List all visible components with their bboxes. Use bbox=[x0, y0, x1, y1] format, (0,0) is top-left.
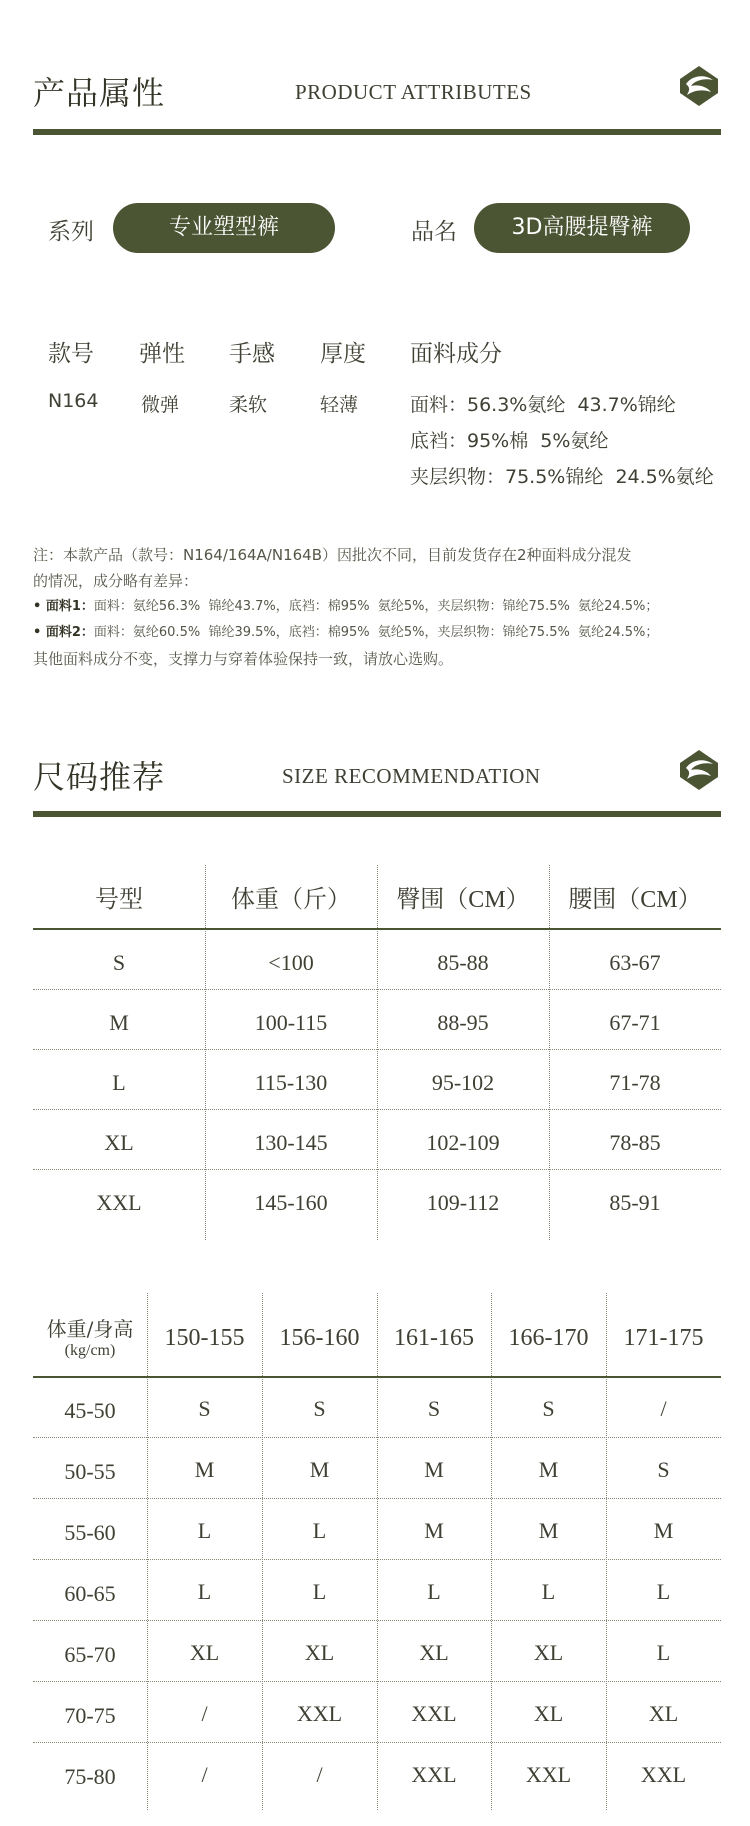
note-item-fabric-2 bbox=[33, 620, 723, 646]
table-cell: S bbox=[657, 1457, 670, 1482]
row-divider bbox=[33, 989, 721, 990]
table-cell: <100 bbox=[268, 950, 314, 975]
column-divider bbox=[549, 865, 550, 1240]
fit-header-corner bbox=[33, 1313, 147, 1360]
attr-header-thickness: 厚度 bbox=[320, 341, 366, 367]
table-cell: 85-88 bbox=[437, 950, 489, 975]
table-cell: XXL bbox=[296, 1701, 343, 1726]
row-divider bbox=[33, 1498, 721, 1499]
size-header-hip: 臀围（CM） bbox=[396, 887, 530, 913]
composition-line: 面料：56.3%氨纶 43.7%锦纶 bbox=[410, 394, 676, 416]
row-divider bbox=[33, 1742, 721, 1743]
section-divider bbox=[33, 129, 721, 135]
table-cell: 88-95 bbox=[437, 1010, 489, 1035]
table-cell: L bbox=[312, 1579, 327, 1604]
table-cell: 102-109 bbox=[426, 1130, 500, 1155]
section-title-size: 尺码推荐 bbox=[33, 758, 166, 796]
table-cell: 95-102 bbox=[431, 1070, 495, 1095]
attr-value-thickness: 轻薄 bbox=[320, 394, 359, 416]
attr-header-elasticity: 弹性 bbox=[139, 341, 185, 367]
weight-range: 60-65 bbox=[64, 1581, 116, 1606]
section-subtitle-size: SIZE RECOMMENDATION bbox=[282, 764, 541, 788]
header-divider bbox=[33, 928, 721, 930]
row-divider bbox=[33, 1437, 721, 1438]
weight-range: 65-70 bbox=[64, 1642, 116, 1667]
column-divider bbox=[377, 865, 378, 1240]
section-divider bbox=[33, 811, 721, 817]
table-cell: S bbox=[112, 950, 126, 975]
note-item-text: 面料：氨纶60.5% 锦纶39.5%，底裆：棉95% 氨纶5%，夹层织物：锦纶75.5% 氨纶24.5%； bbox=[93, 625, 659, 640]
column-divider bbox=[491, 1293, 492, 1810]
height-header: 150-155 bbox=[164, 1325, 245, 1351]
table-cell: L bbox=[312, 1518, 327, 1543]
fabric-note bbox=[33, 542, 723, 672]
table-cell: M bbox=[309, 1457, 330, 1482]
table-cell: XL bbox=[304, 1640, 335, 1665]
corner-unit: (kg/cm) bbox=[64, 1342, 116, 1359]
product-name-value-badge: 3D高腰提臀裤 bbox=[474, 203, 690, 253]
table-cell: S bbox=[427, 1396, 441, 1421]
section-subtitle-attributes: PRODUCT ATTRIBUTES bbox=[295, 80, 532, 104]
table-cell: XXL bbox=[525, 1762, 572, 1787]
table-cell: 130-145 bbox=[254, 1130, 328, 1155]
table-cell: L bbox=[112, 1070, 126, 1095]
attr-header-feel: 手感 bbox=[229, 341, 275, 367]
weight-range: 45-50 bbox=[64, 1398, 116, 1423]
note-item-label: • 面料1： bbox=[33, 599, 94, 614]
note-item-label: • 面料2： bbox=[33, 625, 94, 640]
table-cell: 78-85 bbox=[609, 1130, 661, 1155]
height-header: 156-160 bbox=[279, 1325, 360, 1351]
corner-label: 体重/身高 bbox=[46, 1317, 134, 1341]
table-cell: M bbox=[653, 1518, 674, 1543]
note-line: 的情况，成分略有差异： bbox=[33, 572, 199, 590]
header-divider bbox=[33, 1376, 721, 1378]
row-divider bbox=[33, 1559, 721, 1560]
series-value-badge: 专业塑型裤 bbox=[113, 203, 335, 253]
attr-value-feel: 柔软 bbox=[229, 394, 268, 416]
table-cell: L bbox=[541, 1579, 556, 1604]
product-name-label: 品名 bbox=[411, 219, 457, 245]
table-cell: M bbox=[424, 1457, 444, 1482]
column-divider bbox=[205, 865, 206, 1240]
weight-range: 75-80 bbox=[64, 1764, 116, 1789]
table-cell: 145-160 bbox=[254, 1190, 328, 1215]
table-cell: XXL bbox=[411, 1701, 457, 1726]
table-cell: / bbox=[316, 1762, 323, 1787]
note-item-text: 面料：氨纶56.3% 锦纶43.7%，底裆：棉95% 氨纶5%，夹层织物：锦纶75.5% 氨纶24.5%； bbox=[93, 599, 659, 614]
size-header-size: 号型 bbox=[95, 887, 143, 913]
table-cell: XL bbox=[419, 1640, 449, 1665]
size-table bbox=[33, 865, 721, 1240]
table-cell: M bbox=[109, 1010, 129, 1035]
table-cell: L bbox=[197, 1579, 212, 1604]
note-line: 注：本款产品（款号：N164/164A/N164B）因批次不同，目前发货存在2种面料成分混发 bbox=[33, 546, 632, 564]
table-cell: M bbox=[194, 1457, 215, 1482]
composition-line: 底裆：95%棉 5%氨纶 bbox=[410, 430, 609, 452]
attr-value-style-no: N164 bbox=[48, 390, 99, 412]
table-cell: 71-78 bbox=[609, 1070, 661, 1095]
table-cell: M bbox=[424, 1518, 444, 1543]
row-divider bbox=[33, 1109, 721, 1110]
table-cell: L bbox=[656, 1579, 671, 1604]
height-header: 171-175 bbox=[623, 1325, 704, 1351]
weight-range: 70-75 bbox=[64, 1703, 116, 1728]
column-divider bbox=[606, 1293, 607, 1810]
row-divider bbox=[33, 1169, 721, 1170]
attr-header-style-no: 款号 bbox=[48, 341, 94, 367]
table-cell: 115-130 bbox=[254, 1070, 328, 1095]
fit-table bbox=[33, 1293, 721, 1810]
table-cell: XL bbox=[533, 1701, 564, 1726]
brand-logo-icon bbox=[677, 748, 721, 792]
table-cell: 85-91 bbox=[609, 1190, 661, 1215]
table-cell: XL bbox=[189, 1640, 220, 1665]
table-cell: L bbox=[656, 1640, 671, 1665]
weight-range: 50-55 bbox=[64, 1459, 116, 1484]
table-cell: M bbox=[538, 1518, 559, 1543]
column-divider bbox=[147, 1293, 148, 1810]
series-label: 系列 bbox=[48, 219, 94, 245]
row-divider bbox=[33, 1681, 721, 1682]
table-cell: / bbox=[201, 1701, 208, 1726]
table-cell: L bbox=[427, 1579, 441, 1604]
table-cell: XXL bbox=[411, 1762, 457, 1787]
height-header: 161-165 bbox=[394, 1325, 474, 1351]
section-title-attributes: 产品属性 bbox=[33, 74, 166, 112]
table-cell: S bbox=[542, 1396, 555, 1421]
table-cell: / bbox=[201, 1762, 208, 1787]
column-divider bbox=[262, 1293, 263, 1810]
table-cell: L bbox=[197, 1518, 212, 1543]
height-header: 166-170 bbox=[508, 1325, 589, 1351]
attr-value-elasticity: 微弹 bbox=[141, 394, 180, 416]
note-item-fabric-1 bbox=[33, 594, 723, 620]
brand-logo-icon bbox=[677, 64, 721, 108]
table-cell: XL bbox=[104, 1130, 134, 1155]
table-cell: XXL bbox=[96, 1190, 142, 1215]
table-cell: 63-67 bbox=[609, 950, 661, 975]
table-cell: 109-112 bbox=[426, 1190, 500, 1215]
table-cell: S bbox=[313, 1396, 326, 1421]
size-header-weight: 体重（斤） bbox=[231, 887, 351, 913]
note-line: 其他面料成分不变，支撑力与穿着体验保持一致，请放心选购。 bbox=[33, 650, 454, 668]
table-cell: XXL bbox=[640, 1762, 687, 1787]
table-cell: XL bbox=[533, 1640, 564, 1665]
row-divider bbox=[33, 1049, 721, 1050]
attr-header-composition: 面料成分 bbox=[410, 341, 502, 367]
column-divider bbox=[377, 1293, 378, 1810]
row-divider bbox=[33, 1620, 721, 1621]
table-cell: S bbox=[198, 1396, 211, 1421]
table-cell: M bbox=[538, 1457, 559, 1482]
weight-range: 55-60 bbox=[64, 1520, 116, 1545]
table-cell: 67-71 bbox=[609, 1010, 661, 1035]
composition-line: 夹层织物：75.5%锦纶 24.5%氨纶 bbox=[410, 466, 714, 488]
table-cell: XL bbox=[648, 1701, 679, 1726]
size-header-waist: 腰围（CM） bbox=[568, 887, 702, 913]
table-cell: / bbox=[660, 1396, 667, 1421]
table-cell: 100-115 bbox=[254, 1010, 328, 1035]
